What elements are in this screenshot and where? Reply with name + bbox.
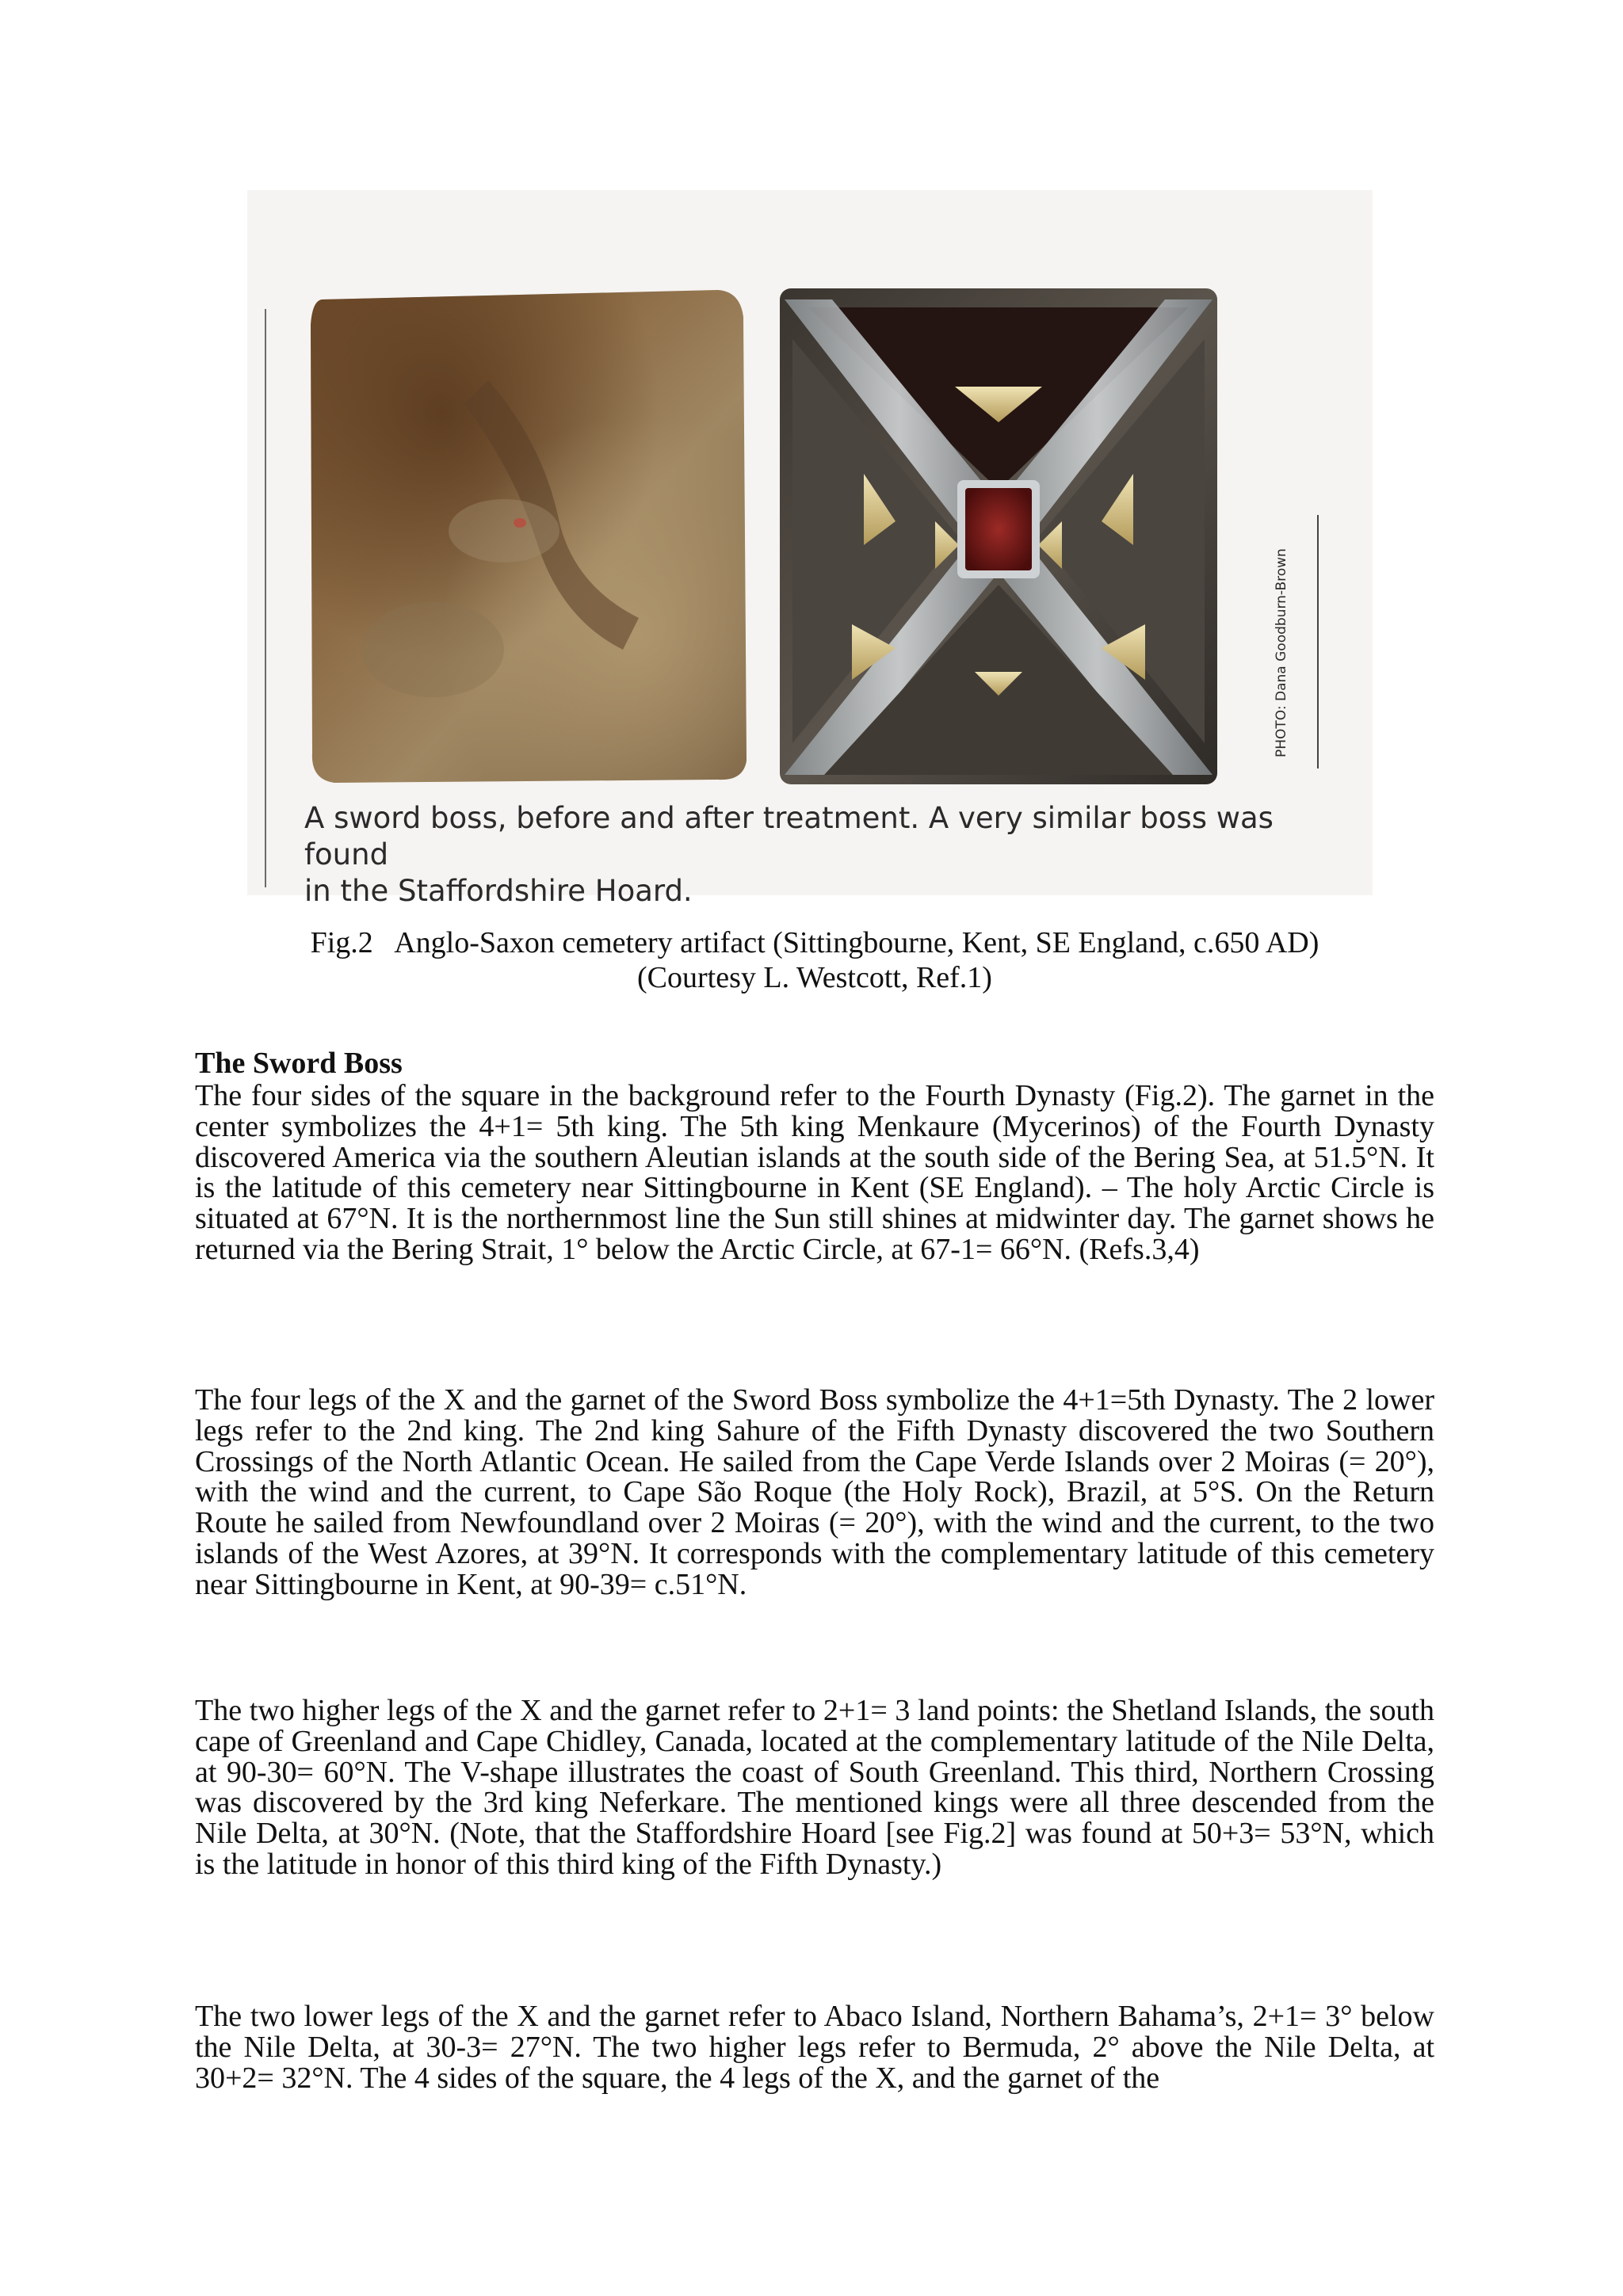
photo-credit <box>1271 523 1290 761</box>
figure-rule <box>265 309 266 887</box>
photo-credit-rule <box>1317 515 1319 769</box>
figure-caption <box>195 925 1434 995</box>
paragraph-2: The four legs of the X and the garnet of the Sword Boss symbolize the 4+1=5th Dynasty. The 2 lower legs refer to the 2nd king. The 2nd king Sahure of the Fifth Dynasty discovered the two Southern Crossings of the North Atlantic Ocean. He sailed from the Cape Verde Islands over 2 Moiras (= 20°), with the wind and the current, to Cape São Roque (the Holy Rock), Brazil, at 5°S. On the Return Route he sailed from Newfoundland over 2 Moiras (= 20°), with the wind and the current, to the two islands of the West Azores, at 39°N. It corresponds with the complementary latitude of this cemetery near Sittingbourne in Kent, at 90-39= c.51°N. <box>195 1383 1434 1601</box>
section-heading: The Sword Boss <box>195 1047 403 1080</box>
figure-photo <box>247 190 1373 908</box>
sword-boss-before-image <box>306 285 750 784</box>
photo-caption-line-2: in the Staffordshire Hoard. <box>304 874 693 908</box>
photo-caption-line-1: A sword boss, before and after treatment. A very similar boss was found <box>304 801 1274 871</box>
figure-caption-line-2: (Courtesy L. Westcott, Ref.1) <box>637 961 992 994</box>
paragraph-3: The two higher legs of the X and the garnet refer to 2+1= 3 land points: the Shetland Islands, the south cape of Greenland and Cape Chidley, Canada, located at the complementary latitude of the Nile Delta, at 90-30= 60°N. The V-shape illustrates the coast of South Greenland. This third, Northern Crossing was discovered by the 3rd king Neferkare. The mentioned kings were all three descended from the Nile Delta, at 30°N. (Note, that the Staffordshire Hoard [see Fig.2] was found at 50+3= 53°N, which is the latitude in honor of this third king of the Fifth Dynasty.) <box>195 1694 1434 1881</box>
svg-text:PHOTO: Dana Goodburn-Brown: PHOTO: Dana Goodburn-Brown <box>1274 548 1289 757</box>
figure-caption-line-1: Fig.2 Anglo-Saxon cemetery artifact (Sittingbourne, Kent, SE England, c.650 AD) <box>310 926 1319 959</box>
paragraph-1: The four sides of the square in the background refer to the Fourth Dynasty (Fig.2). The garnet in the center symbolizes the 4+1= 5th king. The 5th king Menkaure (Mycerinos) of the Fourth Dynasty discovered America via the southern Aleutian islands at the south side of the Bering Sea, at 51.5°N. It is the latitude of this cemetery near Sittingbourne in Kent (SE England). – The holy Arctic Circle is situated at 67°N. It is the northernmost line the Sun still shines at midwinter day. The garnet shows he returned via the Bering Strait, 1° below the Arctic Circle, at 67-1= 66°N. (Refs.3,4) <box>195 1079 1434 1266</box>
paragraph-4: The two lower legs of the X and the garnet refer to Abaco Island, Northern Bahama’s, 2+1= 3° below the Nile Delta, at 30-3= 27°N. The two higher legs refer to Bermuda, 2° above the Nile Delta, at 30+2= 32°N. The 4 sides of the square, the 4 legs of the X, and the garnet of the <box>195 2000 1434 2095</box>
sword-boss-after-image <box>777 284 1220 791</box>
photo-caption <box>304 800 1303 910</box>
